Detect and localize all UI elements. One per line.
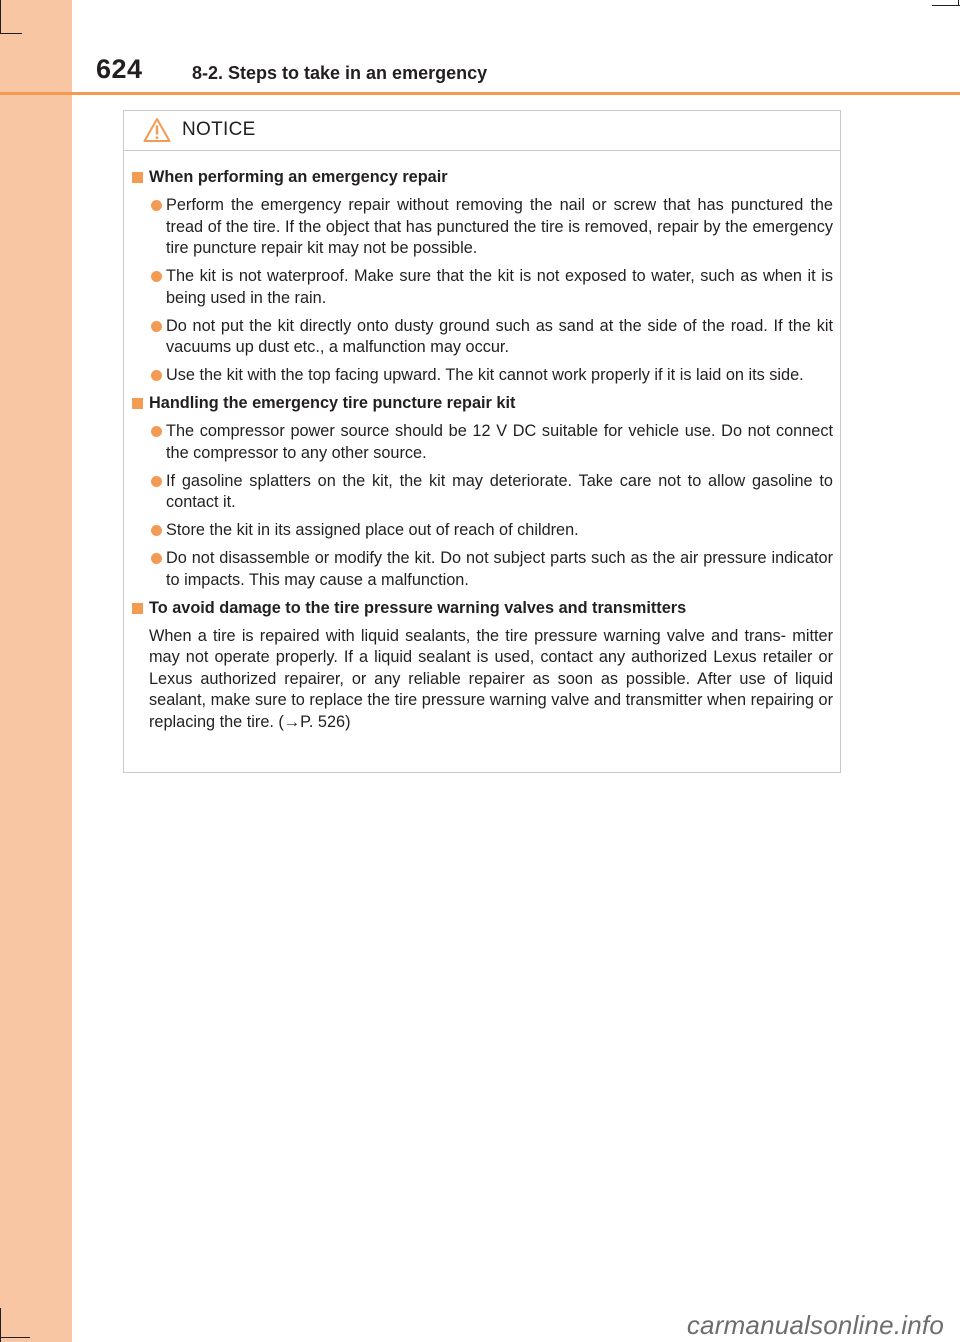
list-item-text: Perform the emergency repair without removing the nail or screw that has punctured the tread of the tire. If the object that has punctured the tire is removed, repair by the emergency tire puncture repair kit may not be possible. (166, 196, 833, 257)
section-paragraph (130, 626, 833, 734)
reference-arrow: → (283, 712, 301, 731)
watermark: carmanualsonline.info (686, 1310, 944, 1340)
section-heading-text: To avoid damage to the tire pressure warning valves and transmitters (149, 598, 687, 617)
section-heading-text: When performing an emergency repair (149, 168, 448, 186)
list-item (130, 195, 833, 260)
section-title: 8-2. Steps to take in an emergency (192, 63, 488, 83)
list-item-text: Do not put the kit directly onto dusty ground such as sand at the side of the road. If the kit vacuums up dust etc., a malfunction may occur. (166, 316, 833, 356)
list-item (130, 316, 833, 359)
list-item-text: Use the kit with the top facing upward. The kit cannot work properly if it is laid on its side. (166, 366, 804, 384)
crop-mark-top-left (0, 0, 1, 34)
warning-triangle-icon (143, 117, 171, 143)
list-item (130, 365, 833, 387)
crop-mark-bottom-left-h (0, 1337, 30, 1338)
notice-header (124, 111, 840, 151)
circle-bullet-icon (151, 553, 162, 564)
section-heading-text: Handling the emergency tire puncture repair kit (149, 394, 516, 412)
list-item (130, 520, 833, 542)
square-bullet-icon (132, 398, 143, 409)
circle-bullet-icon (151, 426, 162, 437)
list-item (130, 548, 833, 591)
list-item-text: Store the kit in its assigned place out of reach of children. (166, 521, 579, 539)
paragraph-text: When a tire is repaired with liquid sealants, the tire pressure warning valve and trans- mitter may not operate properly. If a liquid sealant is used, contact any authorized Lexus retailer or Lexus authorized repairer, or any reliable repairer as soon as possible. After use of liquid sealant, make sure to replace the tire pressure warning valve and transmitter when repairing or replacing the tire. ( (149, 626, 833, 731)
list-item (130, 266, 833, 309)
circle-bullet-icon (151, 200, 162, 211)
square-bullet-icon (132, 603, 143, 614)
section-heading (130, 167, 833, 189)
circle-bullet-icon (151, 525, 162, 536)
circle-bullet-icon (151, 370, 162, 381)
circle-bullet-icon (151, 271, 162, 282)
section-heading (130, 598, 833, 620)
list-item (130, 471, 833, 514)
crop-mark-top-left-h (0, 33, 22, 34)
list-item (130, 421, 833, 464)
section-heading (130, 393, 833, 415)
list-item-text: Do not disassemble or modify the kit. Do not subject parts such as the air pressure indicator to impacts. This may cause a malfunction. (166, 549, 833, 589)
header-rule (0, 92, 960, 95)
notice-title: NOTICE (182, 119, 256, 140)
circle-bullet-icon (151, 321, 162, 332)
list-item-text: The compressor power source should be 12 V DC suitable for vehicle use. Do not connect the compressor to any other source. (166, 422, 833, 462)
page-reference-link[interactable]: P. 526) (300, 712, 351, 731)
crop-mark-top-right-h (932, 5, 960, 6)
page-number: 624 (96, 54, 143, 84)
square-bullet-icon (132, 172, 143, 183)
list-item-text: The kit is not waterproof. Make sure that the kit is not exposed to water, such as when it is being used in the rain. (166, 267, 833, 307)
side-color-band (0, 0, 72, 1342)
list-item-text: If gasoline splatters on the kit, the kit may deteriorate. Take care not to allow gasoline to contact it. (166, 471, 833, 511)
circle-bullet-icon (151, 476, 162, 487)
notice-content (130, 167, 833, 733)
